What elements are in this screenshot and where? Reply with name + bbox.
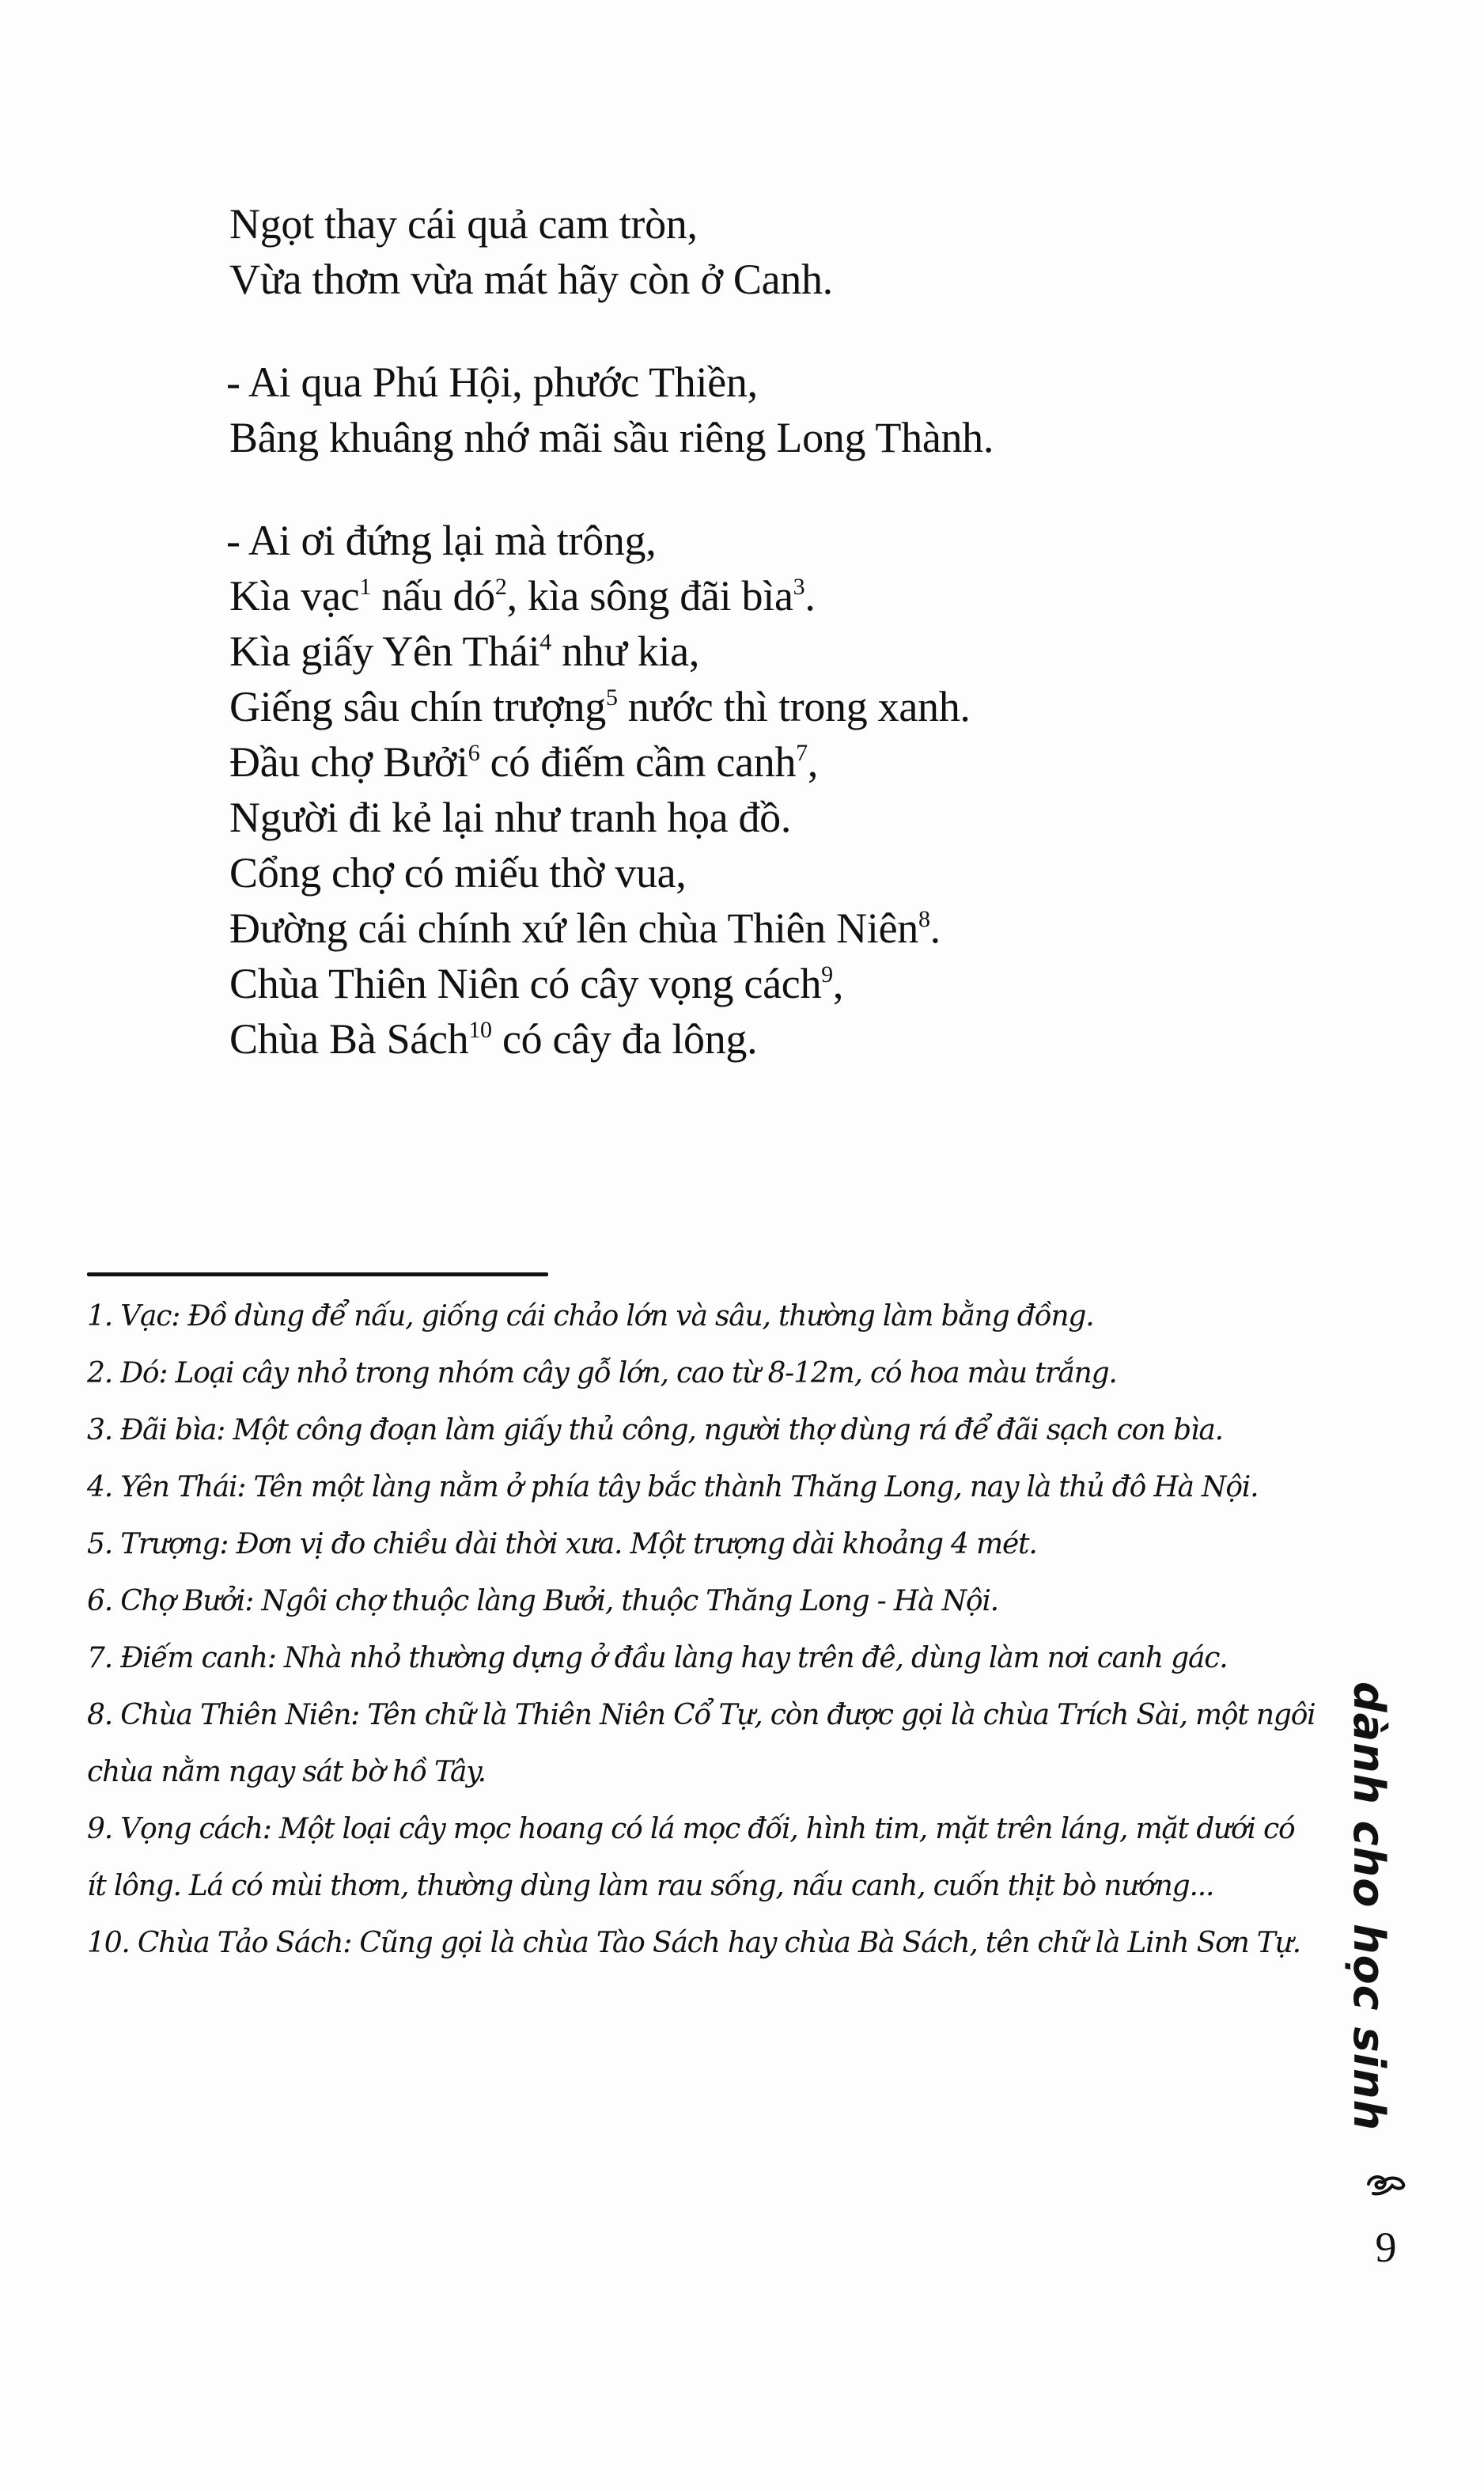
footnote-item [87, 1516, 1317, 1573]
verse-text: , kìa sông đãi bìa [506, 572, 793, 620]
footnote-text: Chợ Bưởi: Ngôi chợ thuộc làng Bưởi, thuộc Thăng Long - Hà Nội. [120, 1585, 998, 1617]
verse-text: Kìa giấy Yên Thái [229, 627, 540, 675]
footnote-ref[interactable]: 2 [494, 574, 507, 600]
verse-text: nấu dó [371, 572, 495, 620]
footnote-separator [87, 1272, 548, 1276]
footnote-text: Vọng cách: Một loại cây mọc hoang có lá mọc đối, hình tim, mặt trên láng, mặt dưới có ít lông. Lá có mùi thơm, thường dùng làm rau sống, nấu canh, cuốn thịt bò nướng... [87, 1813, 1295, 1902]
verse-text: Đường cái chính xứ lên chùa Thiên Niên [229, 904, 918, 952]
footnote-ref[interactable]: 8 [918, 906, 930, 932]
footnote-item [87, 1459, 1317, 1516]
poem-stanza [226, 513, 1305, 1067]
poem-line [229, 734, 1305, 790]
footnote-number: 5. [87, 1528, 112, 1560]
footnote-number: 1. [87, 1300, 112, 1333]
footnote-item [87, 1402, 1317, 1459]
verse-text: Chùa Thiên Niên có cây vọng cách [229, 960, 822, 1007]
footnote-item [87, 1915, 1317, 1972]
footnote-text: Chùa Thiên Niên: Tên chữ là Thiên Niên Cổ Tự, còn được gọi là chùa Trích Sài, một ngôi chùa nằm ngay sát bờ hồ Tây. [87, 1699, 1316, 1788]
footnote-number: 3. [87, 1414, 112, 1446]
footnote-item [87, 1288, 1317, 1345]
footnote-item [87, 1687, 1317, 1801]
footnote-number: 7. [87, 1642, 112, 1674]
verse-text: , [832, 960, 844, 1007]
poem-line: Cổng chợ có miếu thờ vua, [229, 849, 687, 897]
verse-text: . [929, 904, 941, 952]
verse-text: Giếng sâu chín trượng [229, 683, 606, 730]
swirl-ornament-icon [1362, 2170, 1410, 2201]
verse-text: . [804, 572, 816, 620]
poem-line: Ngọt thay cái quả cam tròn, [229, 200, 698, 248]
footnote-ref[interactable]: 10 [468, 1017, 492, 1043]
footnote-number: 2. [87, 1357, 112, 1390]
poem-line: - Ai ơi đứng lại mà trông, [226, 517, 657, 564]
verse-text: Chùa Bà Sách [229, 1015, 469, 1063]
poem-line [229, 624, 1305, 679]
verse-text: Kìa vạc [229, 572, 360, 620]
verse-text: có cây đa lông. [491, 1015, 758, 1063]
verse-text: Đầu chợ Bưởi [229, 738, 468, 786]
footnote-text: Trượng: Đơn vị đo chiều dài thời xưa. Một trượng dài khoảng 4 mét. [120, 1528, 1037, 1560]
footnote-text: Yên Thái: Tên một làng nằm ở phía tây bắc thành Thăng Long, nay là thủ đô Hà Nội. [120, 1471, 1259, 1503]
verse-text: nước thì trong xanh. [617, 683, 971, 730]
footnote-ref[interactable]: 6 [468, 740, 480, 766]
footnote-item [87, 1345, 1317, 1402]
poem-line: Vừa thơm vừa mát hãy còn ở Canh. [229, 256, 833, 303]
footnote-ref[interactable]: 9 [821, 961, 833, 988]
footnote-text: Chùa Tảo Sách: Cũng gọi là chùa Tào Sách hay chùa Bà Sách, tên chữ là Linh Sơn Tự. [137, 1927, 1300, 1959]
footnote-ref[interactable]: 3 [793, 574, 805, 600]
poem [226, 196, 1305, 1067]
footnote-ref[interactable]: 4 [539, 629, 551, 655]
footnote-ref[interactable]: 5 [605, 684, 618, 711]
poem-line: Người đi kẻ lại như tranh họa đồ. [229, 794, 792, 841]
footnotes [87, 1288, 1317, 1972]
poem-line [229, 568, 1305, 624]
page-number: 9 [1375, 2224, 1397, 2271]
running-title-text: dành cho học sinh [1344, 1682, 1394, 2132]
footnote-item [87, 1630, 1317, 1687]
verse-text: như kia, [551, 627, 700, 675]
poem-line [229, 956, 1305, 1011]
poem-stanza [229, 196, 1305, 307]
footnote-number: 8. [87, 1699, 112, 1731]
footnote-text: Đãi bìa: Một công đoạn làm giấy thủ công, người thợ dùng rá để đãi sạch con bìa. [120, 1414, 1223, 1446]
footnote-number: 10. [87, 1927, 130, 1959]
footnote-item [87, 1573, 1317, 1630]
footnote-number: 9. [87, 1813, 112, 1845]
poem-line [229, 679, 1305, 734]
footnote-text: Dó: Loại cây nhỏ trong nhóm cây gỗ lớn, cao từ 8-12m, có hoa màu trắng. [120, 1357, 1117, 1390]
poem-line: - Ai qua Phú Hội, phước Thiền, [226, 358, 758, 406]
footnote-item [87, 1801, 1317, 1915]
poem-line: Bâng khuâng nhớ mãi sầu riêng Long Thành. [229, 414, 994, 461]
running-title [1344, 1682, 1394, 2132]
footnote-text: Vạc: Đồ dùng để nấu, giống cái chảo lớn và sâu, thường làm bằng đồng. [120, 1300, 1094, 1333]
footnote-number: 4. [87, 1471, 112, 1503]
poem-stanza [226, 355, 1305, 465]
footnote-number: 6. [87, 1585, 112, 1617]
poem-line [229, 1011, 1305, 1067]
poem-line [229, 900, 1305, 956]
verse-text: có điếm cầm canh [479, 738, 797, 786]
footnote-ref[interactable]: 1 [359, 574, 372, 600]
footnote-ref[interactable]: 7 [796, 740, 808, 766]
verse-text: , [807, 738, 819, 786]
footnote-text: Điếm canh: Nhà nhỏ thường dựng ở đầu làng hay trên đê, dùng làm nơi canh gác. [120, 1642, 1228, 1674]
